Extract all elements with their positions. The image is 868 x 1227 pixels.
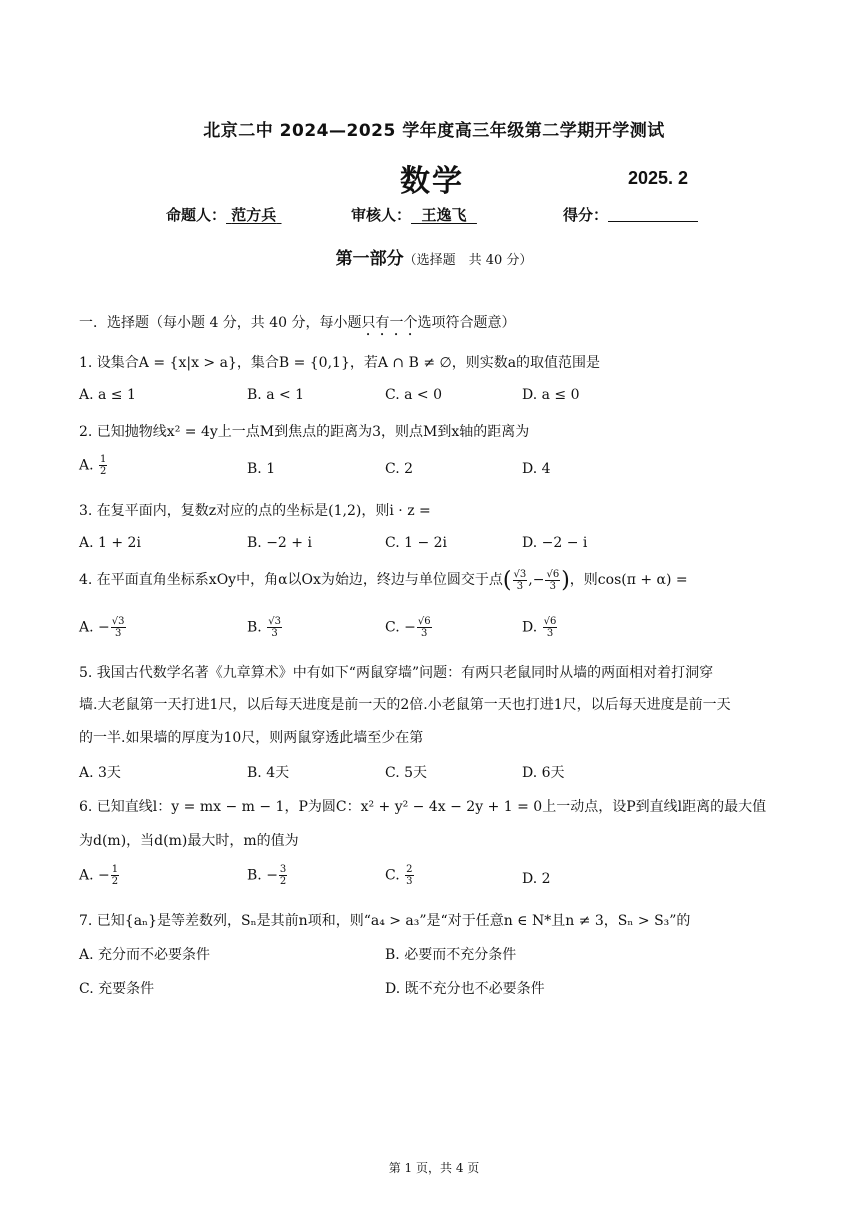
emphasis-text: 只有一个	[361, 315, 418, 331]
fraction: $\frac{√6}{3}$	[543, 616, 557, 639]
fraction: $\frac{√3}{3}$	[268, 616, 281, 639]
part-heading	[0, 244, 868, 269]
q5-option-b: B. 4天	[247, 765, 290, 781]
q5-option-c: C. 5天	[385, 765, 428, 781]
q2-option-d: D. 4	[522, 461, 551, 477]
question-6-line-2: 为d(m)，当d(m)最大时，m的值为	[79, 833, 299, 849]
fraction: $\frac{√3}{3}$	[111, 616, 125, 639]
subject-title: 数学	[400, 164, 464, 199]
q3-option-d: D. −2 − i	[522, 535, 588, 551]
fraction: $\frac{3}{2}$	[279, 864, 287, 887]
fraction: $\frac{√6}{3}$	[546, 568, 560, 592]
part-note: （选择题 共 40 分）	[403, 253, 533, 268]
q1-option-d: D. a ≤ 0	[522, 387, 580, 403]
q7-option-a: A. 充分而不必要条件	[79, 947, 211, 963]
part-title: 第一部分	[335, 249, 404, 269]
q6-option-b: B. − $\frac{3}{2}$	[247, 864, 287, 887]
q6-option-a: A. − $\frac{1}{2}$	[79, 864, 119, 887]
author-info	[166, 204, 282, 225]
q5-option-a: A. 3天	[79, 765, 121, 781]
q1-option-b: B. a < 1	[247, 387, 305, 403]
q7-option-d: D. 既不充分也不必要条件	[385, 981, 545, 997]
reviewer-info	[351, 204, 477, 225]
score-info	[563, 204, 698, 225]
question-6-line-1: 6. 已知直线l：y = mx − m − 1，P为圆C：x² + y² − 4x − 2y + 1 = 0上一动点，设P到直线l距离的最大值	[79, 799, 767, 815]
question-1: 1. 设集合A = {x|x > a}，集合B = {0,1}，若A ∩ B ≠ ∅，则实数a的取值范围是	[79, 355, 601, 371]
exam-title: 北京二中 2024—2025 学年度高三年级第二学期开学测试	[203, 121, 665, 141]
q2-option-b: B. 1	[247, 461, 276, 477]
q6-option-c: C. $\frac{2}{3}$	[385, 864, 413, 887]
q2-option-c: C. 2	[385, 461, 414, 477]
q1-option-c: C. a < 0	[385, 387, 442, 403]
question-5-line-2: 墙.大老鼠第一天打进1尺，以后每天进度是前一天的2倍.小老鼠第一天也打进1尺，以后每天进度是前一天	[79, 697, 731, 713]
q1-option-a: A. a ≤ 1	[79, 387, 136, 403]
author-name: 范方兵	[231, 206, 277, 224]
exam-date: 2025. 2	[628, 168, 689, 188]
q4-option-b: B. $\frac{√3}{3}$	[247, 616, 281, 639]
question-7: 7. 已知{aₙ}是等差数列，Sₙ是其前n项和，则“a₄ > a₃”是“对于任意n ∈ N*且n ≠ 3，Sₙ > S₃”的	[79, 913, 691, 929]
q7-option-c: C. 充要条件	[79, 981, 155, 997]
section-heading: 一．选择题（每小题 4 分，共 40 分，每小题只有一个选项符合题意）	[79, 315, 516, 331]
question-5-line-1: 5. 我国古代数学名著《九章算术》中有如下“两鼠穿墙”问题：有两只老鼠同时从墙的两面相对着打洞穿	[79, 665, 714, 681]
reviewer-name: 王逸飞	[421, 206, 467, 224]
question-5-line-3: 的一半.如果墙的厚度为10尺，则两鼠穿透此墙至少在第	[79, 730, 424, 746]
reviewer-label: 审核人：	[351, 206, 412, 224]
page-footer: 第 1 页，共 4 页	[388, 1161, 480, 1175]
q3-option-a: A. 1 + 2i	[79, 535, 141, 551]
question-2: 2. 已知抛物线x² = 4y上一点M到焦点的距离为3，则点M到x轴的距离为	[79, 424, 530, 440]
score-label: 得分：	[563, 206, 609, 224]
fraction: $\frac{√6}{3}$	[417, 616, 431, 639]
q2-option-a: A. $\frac{1}{2}$	[79, 454, 107, 477]
fraction: $\frac{1}{2}$	[111, 864, 119, 887]
question-4: 4. 在平面直角坐标系xOy中，角α以Ox为始边，终边与单位圆交于点( $\frac{√3}{3}$ ,− $\frac{√6}{3}$ )，则cos(π + α) =	[79, 568, 688, 593]
fraction: $\frac{√3}{3}$	[513, 568, 527, 592]
q6-option-d: D. 2	[522, 871, 551, 887]
question-3: 3. 在复平面内，复数z对应的点的坐标是(1,2)，则i · z =	[79, 503, 431, 519]
q4-option-c: C. − $\frac{√6}{3}$	[385, 616, 431, 639]
author-label: 命题人：	[166, 206, 227, 224]
q4-option-a: A. − $\frac{√3}{3}$	[79, 616, 125, 639]
q3-option-b: B. −2 + i	[247, 535, 312, 551]
fraction: $\frac{1}{2}$	[100, 454, 107, 477]
q3-option-c: C. 1 − 2i	[385, 535, 448, 551]
q4-option-d: D. $\frac{√6}{3}$	[522, 616, 557, 639]
score-blank	[608, 207, 698, 222]
fraction: $\frac{2}{3}$	[406, 864, 413, 887]
q7-option-b: B. 必要而不充分条件	[385, 947, 517, 963]
q5-option-d: D. 6天	[522, 765, 565, 781]
